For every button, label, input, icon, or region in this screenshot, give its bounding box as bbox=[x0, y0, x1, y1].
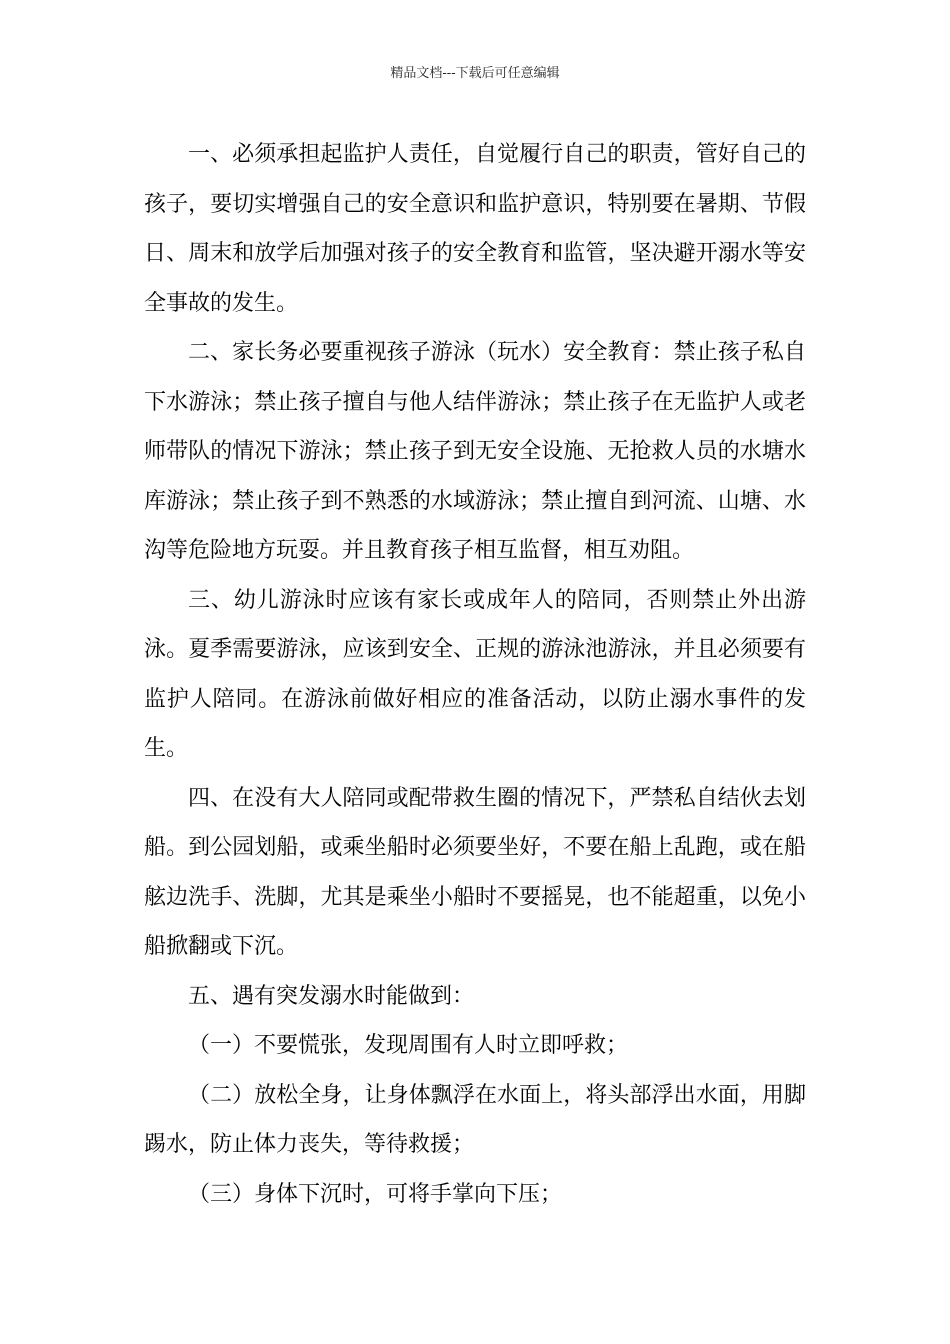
paragraph-guardian-duty: 一、必须承担起监护人责任，自觉履行自己的职责，管好自己的孩子，要切实增强自己的安全意识和监护意识，特别要在暑期、节假日、周末和放学后加强对孩子的安全教育和监管，坚决避开溺水等安全事故的发生。 bbox=[144, 142, 806, 316]
list-item-call-for-help: （一）不要慌张，发现周围有人时立即呼救； bbox=[188, 1033, 629, 1058]
paragraph-accompanied-swimming: 三、幼儿游泳时应该有家长或成年人的陪同，否则禁止外出游泳。夏季需要游泳，应该到安全、正规的游泳池游泳，并且必须要有监护人陪同。在游泳前做好相应的准备活动，以防止溺水事件的发生。 bbox=[144, 587, 806, 761]
list-item-float: （二）放松全身，让身体飘浮在水面上，将头部浮出水面，用脚踢水，防止体力丧失，等待救援； bbox=[144, 1082, 806, 1157]
document-body bbox=[144, 130, 806, 1219]
paragraph-boating-safety: 四、在没有大人陪同或配带救生圈的情况下，严禁私自结伙去划船。到公园划船，或乘坐船时必须要坐好，不要在船上乱跑，或在船舷边洗手、洗脚，尤其是乘坐小船时不要摇晃，也不能超重，以免小船掀翻或下沉。 bbox=[144, 785, 806, 959]
paragraph-swimming-safety: 二、家长务必要重视孩子游泳（玩水）安全教育：禁止孩子私自下水游泳；禁止孩子擅自与他人结伴游泳；禁止孩子在无监护人或老师带队的情况下游泳；禁止孩子到无安全设施、无抢救人员的水塘水库游泳；禁止孩子到不熟悉的水域游泳；禁止擅自到河流、山塘、水沟等危险地方玩耍。并且教育孩子相互监督，相互劝阻。 bbox=[144, 340, 806, 563]
page-header: 精品文档---下载后可任意编辑 bbox=[390, 66, 560, 81]
list-item-press-down: （三）身体下沉时，可将手掌向下压； bbox=[188, 1181, 563, 1207]
paragraph-drowning-response: 五、遇有突发溺水时能做到： bbox=[188, 983, 475, 1009]
